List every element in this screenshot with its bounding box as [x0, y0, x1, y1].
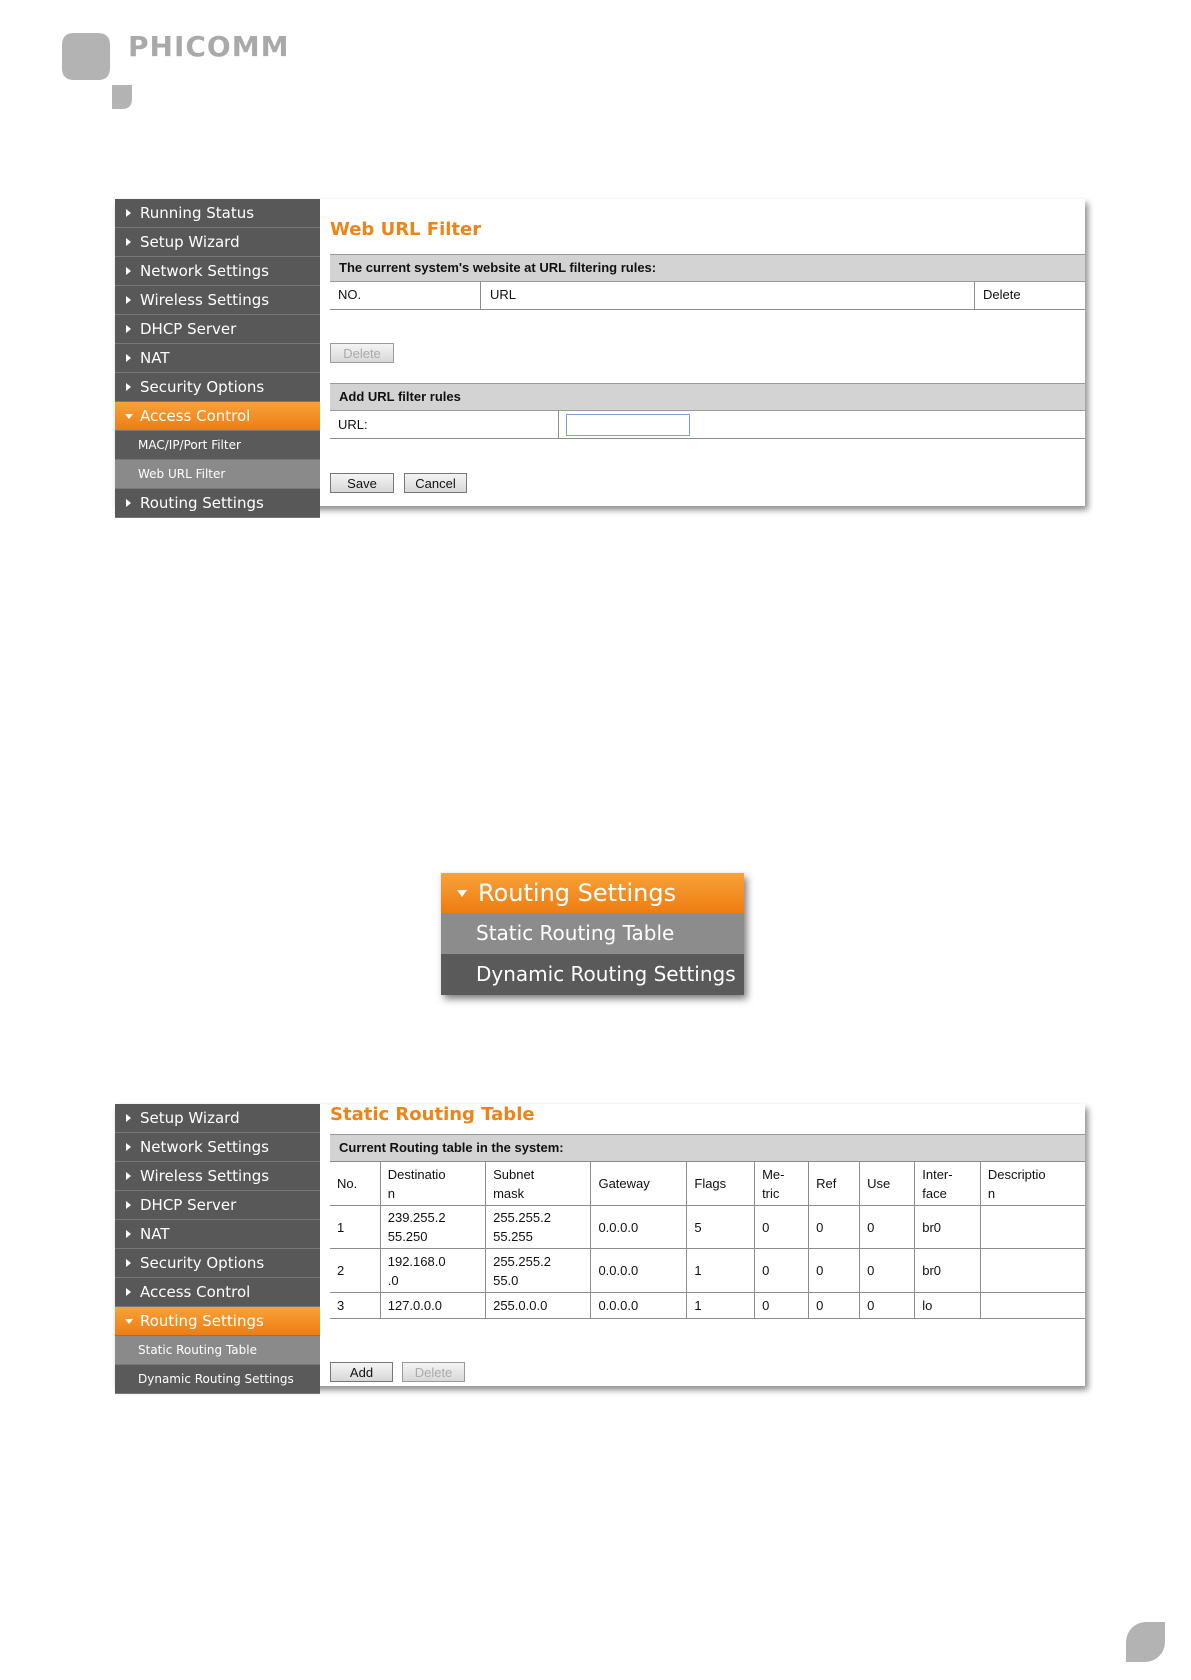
- caret-down-icon: [125, 1319, 133, 1324]
- sidebar-item-label: Access Control: [140, 407, 251, 425]
- sidebar-item-nat[interactable]: [115, 1220, 320, 1249]
- column-header: Subnet mask: [486, 1162, 591, 1206]
- sidebar-subitem-mac-ip-port-filter[interactable]: MAC/IP/Port Filter: [115, 431, 320, 460]
- sidebar-subitem-static-routing-table[interactable]: Static Routing Table: [115, 1336, 320, 1365]
- caret-right-icon: [126, 1230, 131, 1238]
- column-header-no: NO.: [338, 287, 362, 302]
- table-cell: 0: [860, 1249, 915, 1293]
- web-url-filter-panel: [115, 199, 1085, 512]
- table-cell: 192.168.0 .0: [380, 1249, 485, 1293]
- table-cell: 255.255.2 55.255: [486, 1206, 591, 1249]
- table-cell: 5: [687, 1206, 755, 1249]
- table-cell: 127.0.0.0: [380, 1293, 485, 1319]
- sidebar-item-label: Running Status: [140, 204, 255, 222]
- caret-right-icon: [126, 296, 131, 304]
- column-header: Ref: [809, 1162, 860, 1206]
- table-cell: 0: [809, 1206, 860, 1249]
- sidebar-item-label: Setup Wizard: [140, 233, 240, 251]
- caret-right-icon: [126, 267, 131, 275]
- table-cell: 0: [809, 1249, 860, 1293]
- column-header-delete: Delete: [983, 287, 1021, 302]
- table-row: [330, 1206, 1085, 1249]
- table-cell: 2: [330, 1249, 380, 1293]
- caret-right-icon: [126, 1114, 131, 1122]
- sidebar-item-label: Routing Settings: [140, 1312, 264, 1330]
- caret-down-icon: [457, 890, 467, 897]
- routing-table: [330, 1161, 1085, 1319]
- menu-item-dynamic-routing-settings[interactable]: Dynamic Routing Settings: [441, 954, 744, 995]
- table-cell: br0: [915, 1249, 981, 1293]
- brand-name: PHICOMM: [128, 30, 290, 63]
- sidebar-item-label: Access Control: [140, 1283, 251, 1301]
- url-input[interactable]: [566, 414, 690, 436]
- page-title: Static Routing Table: [330, 1104, 535, 1125]
- sidebar-nav: [115, 1104, 320, 1386]
- sidebar-item-routing-settings[interactable]: [115, 1307, 320, 1336]
- caret-right-icon: [126, 383, 131, 391]
- sidebar-item-security-options[interactable]: [115, 1249, 320, 1278]
- table-cell: 0: [755, 1293, 809, 1319]
- sidebar-item-nat[interactable]: [115, 344, 320, 373]
- sidebar-item-routing-settings[interactable]: [115, 489, 320, 518]
- page-corner-tab: [1126, 1622, 1165, 1662]
- caret-right-icon: [126, 1259, 131, 1267]
- caret-right-icon: [126, 1172, 131, 1180]
- column-header: No.: [330, 1162, 380, 1206]
- sidebar-item-wireless-settings[interactable]: [115, 286, 320, 315]
- delete-button[interactable]: Delete: [402, 1362, 465, 1382]
- page-title: Web URL Filter: [330, 219, 482, 240]
- save-button[interactable]: Save: [330, 473, 394, 493]
- table-cell: 0: [755, 1206, 809, 1249]
- section-header-add-rule: Add URL filter rules: [330, 383, 1085, 411]
- sidebar-item-security-options[interactable]: [115, 373, 320, 402]
- sidebar-item-label: DHCP Server: [140, 1196, 237, 1214]
- table-cell: 0: [860, 1206, 915, 1249]
- table-header-row: [330, 1162, 1085, 1206]
- content-area: [320, 1104, 1085, 1386]
- column-header: Flags: [687, 1162, 755, 1206]
- sidebar-item-label: NAT: [140, 349, 170, 367]
- routing-settings-menu: [441, 873, 744, 995]
- sidebar-nav: [115, 199, 320, 512]
- sidebar-subitem-web-url-filter[interactable]: Web URL Filter: [115, 460, 320, 489]
- table-cell: lo: [915, 1293, 981, 1319]
- table-cell: 1: [330, 1206, 380, 1249]
- sidebar-item-label: Network Settings: [140, 1138, 269, 1156]
- table-cell: 0: [755, 1249, 809, 1293]
- menu-item-static-routing-table[interactable]: Static Routing Table: [441, 913, 744, 954]
- table-cell: 239.255.2 55.250: [380, 1206, 485, 1249]
- caret-right-icon: [126, 209, 131, 217]
- sidebar-item-access-control[interactable]: [115, 1278, 320, 1307]
- sidebar-item-label: Security Options: [140, 378, 265, 396]
- caret-right-icon: [126, 1288, 131, 1296]
- menu-header-routing-settings[interactable]: [441, 873, 744, 913]
- table-cell: 0: [809, 1293, 860, 1319]
- sidebar-item-running-status[interactable]: [115, 199, 320, 228]
- caret-right-icon: [126, 1143, 131, 1151]
- sidebar-item-dhcp-server[interactable]: [115, 315, 320, 344]
- table-cell: 0: [860, 1293, 915, 1319]
- sidebar-item-label: Security Options: [140, 1254, 265, 1272]
- sidebar-item-label: Wireless Settings: [140, 1167, 270, 1185]
- delete-button[interactable]: Delete: [330, 343, 394, 363]
- cancel-button[interactable]: Cancel: [404, 473, 467, 493]
- sidebar-item-dhcp-server[interactable]: [115, 1191, 320, 1220]
- sidebar-item-network-settings[interactable]: [115, 1133, 320, 1162]
- table-cell: 1: [687, 1293, 755, 1319]
- caret-right-icon: [126, 238, 131, 246]
- static-routing-table-panel: [115, 1104, 1085, 1386]
- sidebar-item-network-settings[interactable]: [115, 257, 320, 286]
- sidebar-item-setup-wizard[interactable]: [115, 1104, 320, 1133]
- sidebar-item-setup-wizard[interactable]: [115, 228, 320, 257]
- table-row: [330, 1249, 1085, 1293]
- caret-down-icon: [125, 414, 133, 419]
- column-header: Descriptio n: [980, 1162, 1085, 1206]
- caret-right-icon: [126, 325, 131, 333]
- table-cell: 255.0.0.0: [486, 1293, 591, 1319]
- sidebar-item-access-control[interactable]: [115, 402, 320, 431]
- table-cell: br0: [915, 1206, 981, 1249]
- menu-header-label: Routing Settings: [478, 879, 677, 907]
- table-cell: [980, 1293, 1085, 1319]
- column-header-url: URL: [490, 287, 517, 302]
- column-header: Me- tric: [755, 1162, 809, 1206]
- content-area: [320, 199, 1085, 506]
- column-header: Destinatio n: [380, 1162, 485, 1206]
- column-header: Use: [860, 1162, 915, 1206]
- section-header-routing-table: Current Routing table in the system:: [330, 1134, 1085, 1162]
- table-cell: 255.255.2 55.0: [486, 1249, 591, 1293]
- sidebar-item-label: Wireless Settings: [140, 291, 270, 309]
- caret-right-icon: [126, 354, 131, 362]
- caret-right-icon: [126, 499, 131, 507]
- caret-right-icon: [126, 1201, 131, 1209]
- table-cell: 0.0.0.0: [591, 1206, 687, 1249]
- table-cell: [980, 1249, 1085, 1293]
- sidebar-item-label: Setup Wizard: [140, 1109, 240, 1127]
- url-label: URL:: [338, 417, 368, 432]
- add-button[interactable]: Add: [330, 1362, 393, 1382]
- sidebar-item-label: Routing Settings: [140, 494, 264, 512]
- table-cell: 0.0.0.0: [591, 1293, 687, 1319]
- column-header: Inter- face: [915, 1162, 981, 1206]
- table-row: [330, 1293, 1085, 1319]
- column-header: Gateway: [591, 1162, 687, 1206]
- sidebar-item-label: Network Settings: [140, 262, 269, 280]
- sidebar-subitem-dynamic-routing-settings[interactable]: Dynamic Routing Settings: [115, 1365, 320, 1394]
- table-cell: 1: [687, 1249, 755, 1293]
- section-header-rules: The current system's website at URL filtering rules:: [330, 254, 1085, 282]
- table-cell: [980, 1206, 1085, 1249]
- table-cell: 0.0.0.0: [591, 1249, 687, 1293]
- sidebar-item-wireless-settings[interactable]: [115, 1162, 320, 1191]
- sidebar-item-label: DHCP Server: [140, 320, 237, 338]
- table-cell: 3: [330, 1293, 380, 1319]
- sidebar-item-label: NAT: [140, 1225, 170, 1243]
